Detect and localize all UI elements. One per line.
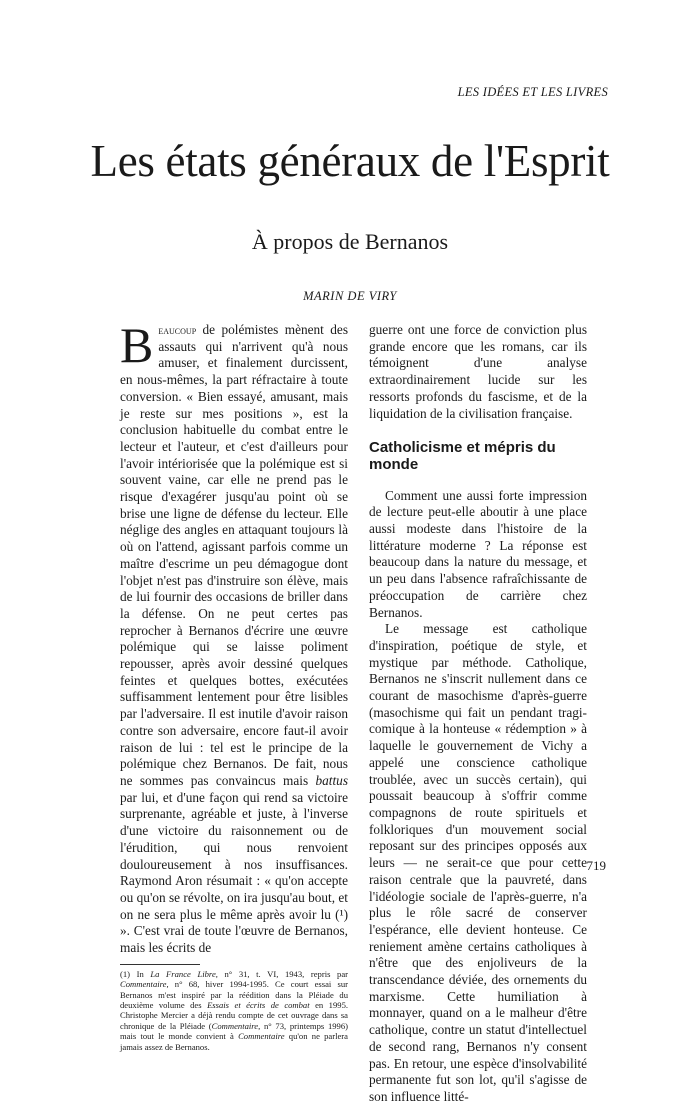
footnote-prefix: (1) In (120, 968, 151, 979)
continuation-paragraph: guerre ont une force de conviction plus grande encore que les romans, car ils témoignent d'une analyse extraordinairement lucide sur les ressorts profonds du fascisme, et de la liquidation de la civilisation française. (369, 322, 587, 421)
drop-cap: B (120, 317, 154, 373)
running-head: LES IDÉES ET LES LIVRES (457, 85, 608, 99)
opening-text-part1: de polémistes mènent des assauts qui n'arrivent qu'à nous amuser, et finalement durcissent, en nous-mêmes, la part réfractaire à toute conversion. « Bien essayé, amusant, mais je reste sur mes positions », est la conclusion habituelle du combat entre le lecteur et l'auteur, et c'est d'ailleurs pour l'avoir intériorisée que la polémique est si souvent vaine, car elle ne prend pas le risque d'exagérer jusqu'au point où se brise une ligne de défense du lecteur. Elle néglige des angles en attaquant toujours là où on l'attend, agissant parfois comme un maître d'escrime un peu démagogue dont l'objet n'est pas d'instruire son élève, mais de lui fournir des occasions de briller dans la défense. On ne peut certes pas reprocher à Bernanos d'écrire une œuvre polémique qui se laisse poliment repousser, après avoir dessiné quelques feintes et quelques bottes, exécutées suffisamment lentement pour être lisibles par l'adversaire. Il est inutile d'avoir raison contre son adversaire, encore faut-il avoir raison de lui : tel est le principe de la polémique chez Bernanos. De fait, nous ne sommes pas convaincus mais (120, 322, 348, 788)
footnote-commentaire2: Commentaire (211, 1020, 259, 1031)
paragraph-2: Comment une aussi forte impression de lecture peut-elle aboutir à une place aussi modeste dans l'histoire de la littérature moderne ? La réponse est beaucoup dans la nature du message, et un peu dans l'absence rafraîchissante de préoccupation de carrière chez Bernanos. (369, 487, 587, 620)
footnote-rule (120, 964, 200, 965)
footnote-journal: La France Libre (150, 968, 216, 979)
page-number: 719 (586, 858, 606, 873)
footnote-middle3: en 1995. Christophe Mercier a déjà rendu compte de cet ouvrage dans sa chronique de la Pléiade ( (120, 999, 349, 1031)
article-title: Les états généraux de l'Esprit (90, 136, 610, 186)
footnote-essais: Essais et écrits de combat (207, 999, 310, 1010)
opening-text-italic: battus (315, 772, 348, 788)
footnote-middle2: , n° 68, hiver 1994-1995. Ce court essai sur Bernanos m'est inspiré par la réédition dans la Pléiade du deuxième volume des (120, 979, 348, 1010)
lead-smallcaps: eaucoup (158, 323, 197, 337)
footnote-middle1: , n° 31, t. VI, 1943, repris par (215, 968, 349, 979)
footnote-commentaire3: Commentaire (238, 1031, 285, 1042)
right-column (369, 322, 587, 1106)
footnote-commentaire1: Commentaire (120, 979, 167, 990)
footnote-1 (120, 969, 348, 1052)
opening-paragraph (120, 317, 348, 957)
article-subtitle: À propos de Bernanos (251, 229, 449, 254)
article-author: MARIN DE VIRY (303, 289, 397, 303)
left-column (120, 317, 349, 1052)
opening-text-part2: par lui, et d'une façon qui rend sa victoire surprenante, agréable et juste, à l'inverse d'une victoire du raisonnement ou de l'érudition, qui nous renvoient douloureusement à nos insuffisances. Raymond Aron résumait : « qu'on accepte ou qu'on se révolte, on ira jusqu'au bout, et on ne sera plus le même après avoir lu (¹) ». C'est vrai de toute l'œuvre de Bernanos, mais les écrits de (120, 789, 348, 956)
paragraph-3: Le message est catholique d'inspiration, poétique de style, et mystique par méthode. Catholique, Bernanos ne s'inscrit nullement dans ce courant de masochisme d'après-guerre (masochisme qui fait un pendant tragi-comique à la honteuse « rédemption » à laquelle le gouvernement de Vichy a appelé une conscience catholique troublée, avec un succès certain), qui poussait beaucoup à s'offrir comme compagnons de route spirituels et folkloriques d'un mouvement social reposant sur des principes opposés aux leurs — ne serait-ce que pour cette raison centrale que la pauvreté, dans l'idéologie sociale de l'après-guerre, n'a plus le rôle sacré de conserver l'espérance, elle devient honteuse. Ce reniement amène certains catholiques à n'être que des enjoliveurs de la transcendance déviée, des ornements du marxisme. Cette humiliation à monnayer, quand on a le malheur d'être catholique, contre un statut d'intellectuel de second rang, Bernanos n'y consent pas. En retour, une espèce d'insolvabilité permanente fut son lot, qu'il s'agisse de son influence litté- (369, 621, 587, 1104)
footnote-middle4: , n° 73, printemps 1996) mais tout le monde convient à (120, 1020, 348, 1042)
footnote-suffix: qu'on ne parlera jamais assez de Bernanos. (120, 1031, 348, 1052)
section-heading: Catholicisme et mépris du monde (369, 439, 556, 473)
